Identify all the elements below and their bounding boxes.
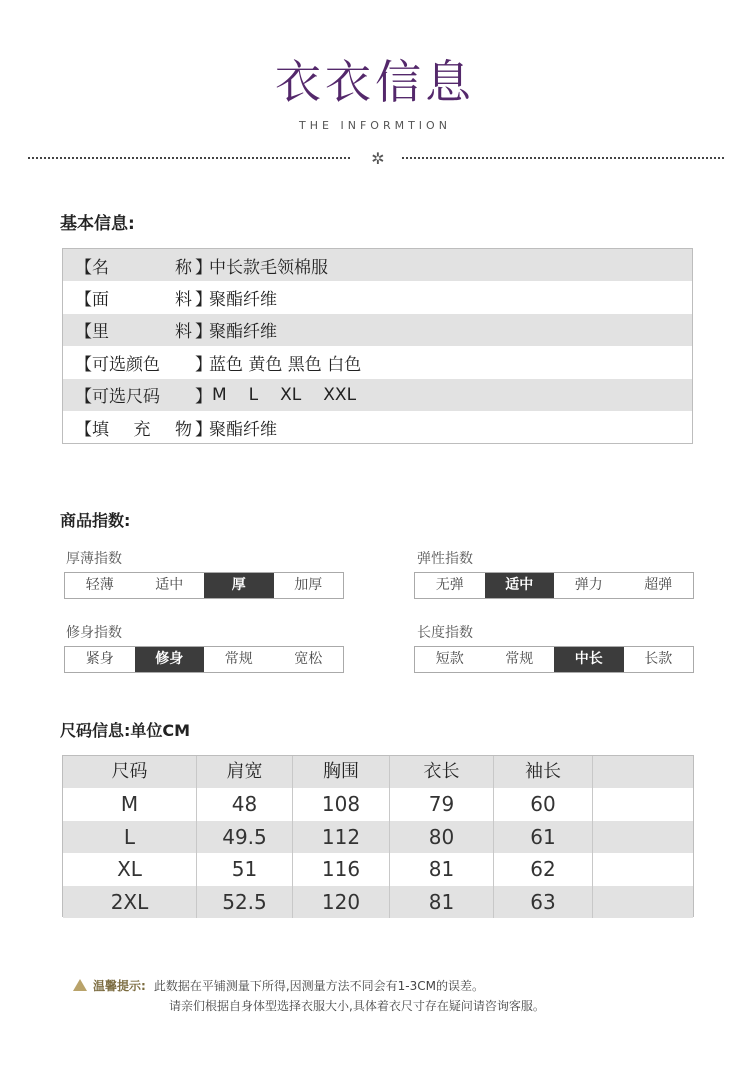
length-label: 长度指数	[417, 625, 473, 641]
table-cell: 116	[293, 853, 390, 885]
column-header: 胸围	[293, 756, 390, 788]
index-option: 轻薄	[85, 577, 114, 593]
length-scale	[414, 646, 694, 673]
table-header	[63, 756, 693, 788]
info-value: 聚酯纤维	[209, 322, 277, 343]
info-label	[63, 382, 212, 408]
bracket-close: 】	[195, 290, 212, 311]
bracket-close: 】	[195, 322, 212, 343]
info-label	[63, 415, 212, 440]
info-label-text: 可选尺码	[92, 387, 160, 408]
table-cell: 48	[197, 788, 293, 820]
table-cell: 63	[494, 886, 593, 918]
info-row	[63, 314, 692, 346]
thickness-label: 厚薄指数	[66, 551, 122, 567]
bracket-close: 】	[195, 354, 212, 375]
info-row	[63, 281, 692, 313]
table-cell: 80	[390, 821, 494, 853]
index-option: 修身	[135, 647, 205, 672]
info-value: M L XL XXL	[212, 384, 357, 405]
info-row	[63, 346, 692, 378]
divider-left	[28, 157, 350, 159]
bracket-open: 【	[75, 322, 92, 343]
elasticity-label: 弹性指数	[417, 551, 473, 567]
index-option: 中长	[554, 647, 624, 672]
index-option: 超弹	[644, 577, 673, 593]
page-subtitle: THE INFORMTION	[299, 119, 451, 132]
column-header: 尺码	[63, 756, 197, 788]
column-header: 衣长	[390, 756, 494, 788]
info-row	[63, 411, 692, 443]
table-cell	[593, 853, 693, 885]
table-row	[63, 853, 693, 885]
index-option: 加厚	[294, 577, 323, 593]
table-row	[63, 821, 693, 853]
index-option: 常规	[505, 651, 534, 667]
bracket-open: 【	[75, 387, 92, 408]
index-option: 紧身	[85, 651, 114, 667]
warm-tip-line1: 此数据在平铺测量下所得,因测量方法不同会有1-3CM的误差。	[153, 979, 484, 993]
table-cell: 108	[293, 788, 390, 820]
info-label-text: 里 料	[92, 322, 192, 343]
thickness-scale	[64, 572, 344, 599]
bracket-close: 】	[195, 257, 212, 278]
table-row	[63, 886, 693, 918]
bracket-open: 【	[75, 290, 92, 311]
divider-right	[402, 157, 724, 159]
table-cell: XL	[63, 853, 197, 885]
bracket-open: 【	[75, 257, 92, 278]
basic-info-heading: 基本信息:	[60, 214, 135, 234]
table-cell: M	[63, 788, 197, 820]
table-cell	[593, 821, 693, 853]
table-cell: 52.5	[197, 886, 293, 918]
info-label	[63, 285, 212, 311]
table-cell: 81	[390, 886, 494, 918]
table-cell: 81	[390, 853, 494, 885]
index-option: 常规	[224, 651, 253, 667]
table-cell: 62	[494, 853, 593, 885]
info-value: 蓝色 黄色 黑色 白色	[209, 354, 362, 375]
info-value: 聚酯纤维	[209, 419, 277, 440]
table-cell	[593, 886, 693, 918]
table-cell	[593, 788, 693, 820]
index-option: 宽松	[294, 651, 323, 667]
info-label-text: 可选颜色	[92, 354, 160, 375]
elasticity-scale	[414, 572, 694, 599]
info-row	[63, 249, 692, 281]
column-header	[593, 756, 693, 788]
size-table	[62, 755, 694, 917]
table-cell: 112	[293, 821, 390, 853]
indices-heading: 商品指数:	[60, 511, 131, 530]
index-option: 适中	[155, 577, 184, 593]
table-cell: 2XL	[63, 886, 197, 918]
fit-label: 修身指数	[66, 625, 122, 641]
index-option: 厚	[204, 573, 274, 598]
bracket-open: 【	[75, 354, 92, 375]
info-label-text: 填 充 物	[92, 419, 192, 440]
table-row	[63, 788, 693, 820]
info-label-text: 名 称	[92, 257, 192, 278]
index-option: 长款	[644, 651, 673, 667]
table-cell: 61	[494, 821, 593, 853]
bracket-close: 】	[195, 387, 212, 408]
warm-tip-title: 温馨提示:	[93, 979, 146, 993]
table-cell: 49.5	[197, 821, 293, 853]
bracket-close: 】	[195, 419, 212, 440]
index-option: 无弹	[435, 577, 464, 593]
basic-info-table	[62, 248, 693, 444]
table-cell: 120	[293, 886, 390, 918]
warm-tip	[73, 976, 545, 1013]
info-label	[63, 317, 212, 343]
column-header: 袖长	[494, 756, 593, 788]
index-option: 短款	[435, 651, 464, 667]
table-cell: L	[63, 821, 197, 853]
info-value: 聚酯纤维	[209, 290, 277, 311]
index-option: 适中	[485, 573, 555, 598]
column-header: 肩宽	[197, 756, 293, 788]
info-label	[63, 253, 212, 278]
warm-tip-line2: 请亲们根据自身体型选择衣服大小,具体着衣尺寸存在疑问请咨询客服。	[169, 999, 545, 1013]
info-value: 中长款毛领棉服	[209, 257, 328, 278]
size-info-heading: 尺码信息:单位CM	[60, 721, 191, 740]
warning-icon	[73, 979, 87, 991]
info-row	[63, 379, 692, 411]
index-option: 弹力	[574, 577, 603, 593]
bracket-open: 【	[75, 419, 92, 440]
page-title: 衣衣信息	[275, 55, 475, 109]
table-cell: 79	[390, 788, 494, 820]
table-cell: 51	[197, 853, 293, 885]
fit-scale	[64, 646, 344, 673]
table-cell: 60	[494, 788, 593, 820]
info-label	[63, 350, 212, 375]
ornament-icon: ✲	[371, 149, 385, 168]
info-label-text: 面 料	[92, 290, 192, 311]
